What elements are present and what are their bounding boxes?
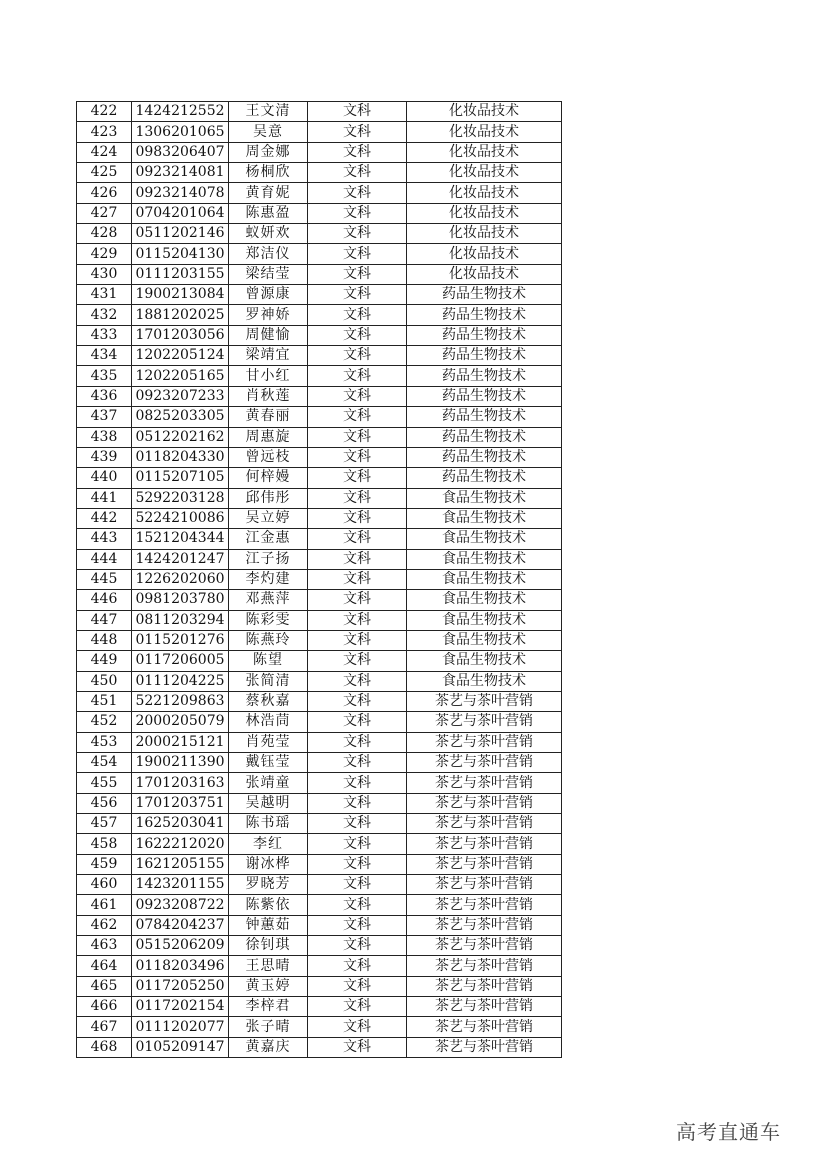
cell-major: 茶艺与茶叶营销: [407, 875, 562, 895]
cell-row-number: 462: [77, 915, 132, 935]
cell-row-number: 422: [77, 102, 132, 122]
cell-row-number: 430: [77, 264, 132, 284]
cell-major: 食品生物技术: [407, 590, 562, 610]
cell-major: 茶艺与茶叶营销: [407, 936, 562, 956]
cell-row-number: 438: [77, 427, 132, 447]
cell-subject-category: 文科: [308, 773, 407, 793]
table-row: [77, 854, 562, 874]
table-row: [77, 102, 562, 122]
cell-subject-category: 文科: [308, 549, 407, 569]
cell-subject-category: 文科: [308, 244, 407, 264]
cell-major: 茶艺与茶叶营销: [407, 976, 562, 996]
cell-row-number: 441: [77, 488, 132, 508]
cell-candidate-id: 0515206209: [132, 936, 229, 956]
cell-subject-category: 文科: [308, 142, 407, 162]
cell-major: 药品生物技术: [407, 285, 562, 305]
cell-major: 茶艺与茶叶营销: [407, 1017, 562, 1037]
table-row: [77, 305, 562, 325]
cell-candidate-id: 1202205165: [132, 366, 229, 386]
cell-candidate-id: 5221209863: [132, 691, 229, 711]
cell-candidate-id: 0825203305: [132, 407, 229, 427]
cell-candidate-id: 0811203294: [132, 610, 229, 630]
cell-candidate-id: 0923207233: [132, 386, 229, 406]
cell-row-number: 463: [77, 936, 132, 956]
cell-row-number: 440: [77, 468, 132, 488]
cell-student-name: 周健愉: [229, 325, 308, 345]
cell-subject-category: 文科: [308, 976, 407, 996]
cell-student-name: 陈书瑶: [229, 814, 308, 834]
cell-major: 化妆品技术: [407, 183, 562, 203]
cell-major: 药品生物技术: [407, 447, 562, 467]
cell-subject-category: 文科: [308, 529, 407, 549]
table-row: [77, 142, 562, 162]
table-row: [77, 427, 562, 447]
table-row: [77, 346, 562, 366]
cell-row-number: 434: [77, 346, 132, 366]
cell-subject-category: 文科: [308, 305, 407, 325]
cell-row-number: 465: [77, 976, 132, 996]
table-row: [77, 264, 562, 284]
cell-major: 茶艺与茶叶营销: [407, 753, 562, 773]
cell-candidate-id: 1900211390: [132, 753, 229, 773]
cell-student-name: 周惠旋: [229, 427, 308, 447]
cell-major: 茶艺与茶叶营销: [407, 1037, 562, 1057]
cell-subject-category: 文科: [308, 1017, 407, 1037]
table-row: [77, 671, 562, 691]
table-row: [77, 468, 562, 488]
table-row: [77, 529, 562, 549]
cell-candidate-id: 1424201247: [132, 549, 229, 569]
cell-student-name: 黄嘉庆: [229, 1037, 308, 1057]
watermark-text: 高考直通车: [676, 1120, 781, 1144]
cell-candidate-id: 0105209147: [132, 1037, 229, 1057]
table-row: [77, 569, 562, 589]
table-row: [77, 936, 562, 956]
cell-major: 药品生物技术: [407, 346, 562, 366]
cell-row-number: 464: [77, 956, 132, 976]
cell-subject-category: 文科: [308, 753, 407, 773]
cell-student-name: 陈燕玲: [229, 630, 308, 650]
cell-major: 化妆品技术: [407, 142, 562, 162]
cell-candidate-id: 0511202146: [132, 224, 229, 244]
cell-subject-category: 文科: [308, 285, 407, 305]
cell-major: 化妆品技术: [407, 224, 562, 244]
cell-subject-category: 文科: [308, 447, 407, 467]
cell-student-name: 谢冰桦: [229, 854, 308, 874]
cell-student-name: 陈望: [229, 651, 308, 671]
cell-major: 茶艺与茶叶营销: [407, 732, 562, 752]
cell-row-number: 425: [77, 163, 132, 183]
table-row: [77, 122, 562, 142]
admission-table: [76, 101, 562, 1058]
cell-subject-category: 文科: [308, 671, 407, 691]
table-row: [77, 386, 562, 406]
cell-student-name: 曾远枝: [229, 447, 308, 467]
cell-subject-category: 文科: [308, 630, 407, 650]
cell-major: 化妆品技术: [407, 244, 562, 264]
table-row: [77, 956, 562, 976]
cell-row-number: 435: [77, 366, 132, 386]
cell-candidate-id: 0111203155: [132, 264, 229, 284]
cell-row-number: 424: [77, 142, 132, 162]
cell-student-name: 蚁妍欢: [229, 224, 308, 244]
cell-candidate-id: 0923214081: [132, 163, 229, 183]
table-row: [77, 183, 562, 203]
cell-row-number: 467: [77, 1017, 132, 1037]
cell-subject-category: 文科: [308, 651, 407, 671]
table-row: [77, 488, 562, 508]
cell-student-name: 王思晴: [229, 956, 308, 976]
table-row: [77, 732, 562, 752]
cell-candidate-id: 0118203496: [132, 956, 229, 976]
cell-candidate-id: 0115207105: [132, 468, 229, 488]
cell-candidate-id: 1701203163: [132, 773, 229, 793]
cell-row-number: 456: [77, 793, 132, 813]
cell-major: 茶艺与茶叶营销: [407, 997, 562, 1017]
cell-subject-category: 文科: [308, 834, 407, 854]
cell-student-name: 曾源康: [229, 285, 308, 305]
cell-subject-category: 文科: [308, 875, 407, 895]
cell-row-number: 431: [77, 285, 132, 305]
cell-row-number: 460: [77, 875, 132, 895]
cell-student-name: 蔡秋嘉: [229, 691, 308, 711]
cell-candidate-id: 0117206005: [132, 651, 229, 671]
cell-row-number: 455: [77, 773, 132, 793]
cell-student-name: 林浩茼: [229, 712, 308, 732]
table-row: [77, 549, 562, 569]
cell-student-name: 李梓君: [229, 997, 308, 1017]
cell-major: 食品生物技术: [407, 569, 562, 589]
table-row: [77, 976, 562, 996]
cell-student-name: 罗晓芳: [229, 875, 308, 895]
cell-major: 茶艺与茶叶营销: [407, 691, 562, 711]
cell-student-name: 吴越明: [229, 793, 308, 813]
cell-subject-category: 文科: [308, 325, 407, 345]
cell-subject-category: 文科: [308, 915, 407, 935]
cell-major: 茶艺与茶叶营销: [407, 834, 562, 854]
cell-row-number: 426: [77, 183, 132, 203]
cell-candidate-id: 0923214078: [132, 183, 229, 203]
table-row: [77, 875, 562, 895]
cell-student-name: 黄育妮: [229, 183, 308, 203]
cell-candidate-id: 1621205155: [132, 854, 229, 874]
table-row: [77, 203, 562, 223]
cell-candidate-id: 1423201155: [132, 875, 229, 895]
cell-row-number: 447: [77, 610, 132, 630]
cell-student-name: 黄春丽: [229, 407, 308, 427]
table-row: [77, 895, 562, 915]
cell-subject-category: 文科: [308, 183, 407, 203]
cell-student-name: 肖苑莹: [229, 732, 308, 752]
cell-major: 食品生物技术: [407, 671, 562, 691]
cell-candidate-id: 1881202025: [132, 305, 229, 325]
cell-major: 化妆品技术: [407, 122, 562, 142]
cell-student-name: 陈彩雯: [229, 610, 308, 630]
cell-candidate-id: 1424212552: [132, 102, 229, 122]
cell-major: 茶艺与茶叶营销: [407, 915, 562, 935]
table-row: [77, 447, 562, 467]
cell-candidate-id: 1521204344: [132, 529, 229, 549]
table-row: [77, 997, 562, 1017]
cell-subject-category: 文科: [308, 224, 407, 244]
cell-major: 药品生物技术: [407, 366, 562, 386]
cell-major: 化妆品技术: [407, 163, 562, 183]
cell-student-name: 周金娜: [229, 142, 308, 162]
cell-row-number: 432: [77, 305, 132, 325]
cell-major: 食品生物技术: [407, 630, 562, 650]
cell-major: 茶艺与茶叶营销: [407, 895, 562, 915]
table-row: [77, 793, 562, 813]
cell-student-name: 徐钊琪: [229, 936, 308, 956]
table-row: [77, 610, 562, 630]
table-row: [77, 834, 562, 854]
table-row: [77, 712, 562, 732]
cell-student-name: 梁结莹: [229, 264, 308, 284]
cell-subject-category: 文科: [308, 590, 407, 610]
cell-subject-category: 文科: [308, 936, 407, 956]
cell-subject-category: 文科: [308, 427, 407, 447]
cell-major: 食品生物技术: [407, 549, 562, 569]
cell-row-number: 453: [77, 732, 132, 752]
cell-subject-category: 文科: [308, 610, 407, 630]
cell-subject-category: 文科: [308, 366, 407, 386]
cell-major: 茶艺与茶叶营销: [407, 773, 562, 793]
cell-row-number: 439: [77, 447, 132, 467]
cell-candidate-id: 0117205250: [132, 976, 229, 996]
cell-subject-category: 文科: [308, 854, 407, 874]
cell-student-name: 江金惠: [229, 529, 308, 549]
table-row: [77, 407, 562, 427]
cell-candidate-id: 1701203751: [132, 793, 229, 813]
cell-student-name: 邱伟彤: [229, 488, 308, 508]
cell-candidate-id: 0115201276: [132, 630, 229, 650]
cell-subject-category: 文科: [308, 895, 407, 915]
cell-subject-category: 文科: [308, 122, 407, 142]
cell-row-number: 433: [77, 325, 132, 345]
table-row: [77, 325, 562, 345]
table-row: [77, 691, 562, 711]
cell-major: 茶艺与茶叶营销: [407, 793, 562, 813]
cell-subject-category: 文科: [308, 488, 407, 508]
cell-major: 药品生物技术: [407, 386, 562, 406]
cell-student-name: 戴钰莹: [229, 753, 308, 773]
cell-candidate-id: 1622212020: [132, 834, 229, 854]
cell-major: 茶艺与茶叶营销: [407, 814, 562, 834]
cell-major: 食品生物技术: [407, 508, 562, 528]
cell-major: 食品生物技术: [407, 488, 562, 508]
cell-subject-category: 文科: [308, 346, 407, 366]
table-row: [77, 630, 562, 650]
cell-major: 茶艺与茶叶营销: [407, 854, 562, 874]
cell-major: 食品生物技术: [407, 610, 562, 630]
table-row: [77, 1017, 562, 1037]
cell-candidate-id: 0983206407: [132, 142, 229, 162]
cell-candidate-id: 1226202060: [132, 569, 229, 589]
cell-student-name: 张子晴: [229, 1017, 308, 1037]
cell-row-number: 427: [77, 203, 132, 223]
cell-candidate-id: 0111204225: [132, 671, 229, 691]
cell-student-name: 杨桐欣: [229, 163, 308, 183]
cell-row-number: 454: [77, 753, 132, 773]
cell-candidate-id: 5224210086: [132, 508, 229, 528]
cell-student-name: 梁靖宜: [229, 346, 308, 366]
cell-subject-category: 文科: [308, 203, 407, 223]
cell-major: 化妆品技术: [407, 264, 562, 284]
table-row: [77, 285, 562, 305]
cell-student-name: 郑洁仪: [229, 244, 308, 264]
table-row: [77, 814, 562, 834]
cell-row-number: 442: [77, 508, 132, 528]
cell-subject-category: 文科: [308, 997, 407, 1017]
cell-subject-category: 文科: [308, 102, 407, 122]
cell-student-name: 何梓嫚: [229, 468, 308, 488]
cell-row-number: 445: [77, 569, 132, 589]
cell-student-name: 吴立婷: [229, 508, 308, 528]
cell-row-number: 429: [77, 244, 132, 264]
cell-student-name: 吴意: [229, 122, 308, 142]
cell-candidate-id: 0512202162: [132, 427, 229, 447]
cell-row-number: 428: [77, 224, 132, 244]
cell-row-number: 461: [77, 895, 132, 915]
cell-subject-category: 文科: [308, 468, 407, 488]
table-row: [77, 915, 562, 935]
cell-student-name: 李灼建: [229, 569, 308, 589]
cell-candidate-id: 0115204130: [132, 244, 229, 264]
cell-row-number: 457: [77, 814, 132, 834]
cell-subject-category: 文科: [308, 569, 407, 589]
cell-candidate-id: 0704201064: [132, 203, 229, 223]
cell-candidate-id: 1701203056: [132, 325, 229, 345]
cell-row-number: 436: [77, 386, 132, 406]
cell-row-number: 458: [77, 834, 132, 854]
cell-row-number: 443: [77, 529, 132, 549]
cell-major: 药品生物技术: [407, 468, 562, 488]
cell-candidate-id: 1625203041: [132, 814, 229, 834]
cell-subject-category: 文科: [308, 814, 407, 834]
cell-row-number: 452: [77, 712, 132, 732]
cell-student-name: 张简清: [229, 671, 308, 691]
cell-subject-category: 文科: [308, 407, 407, 427]
cell-candidate-id: 0784204237: [132, 915, 229, 935]
cell-subject-category: 文科: [308, 163, 407, 183]
cell-major: 食品生物技术: [407, 529, 562, 549]
table-row: [77, 508, 562, 528]
cell-row-number: 466: [77, 997, 132, 1017]
cell-major: 药品生物技术: [407, 325, 562, 345]
cell-student-name: 罗神娇: [229, 305, 308, 325]
cell-major: 茶艺与茶叶营销: [407, 712, 562, 732]
cell-subject-category: 文科: [308, 793, 407, 813]
cell-major: 药品生物技术: [407, 407, 562, 427]
cell-row-number: 451: [77, 691, 132, 711]
cell-student-name: 陈惠盈: [229, 203, 308, 223]
cell-candidate-id: 0981203780: [132, 590, 229, 610]
cell-candidate-id: 0923208722: [132, 895, 229, 915]
cell-candidate-id: 1900213084: [132, 285, 229, 305]
cell-major: 药品生物技术: [407, 305, 562, 325]
cell-row-number: 444: [77, 549, 132, 569]
cell-row-number: 446: [77, 590, 132, 610]
cell-subject-category: 文科: [308, 508, 407, 528]
cell-row-number: 437: [77, 407, 132, 427]
cell-major: 化妆品技术: [407, 203, 562, 223]
cell-row-number: 450: [77, 671, 132, 691]
cell-row-number: 449: [77, 651, 132, 671]
cell-major: 药品生物技术: [407, 427, 562, 447]
cell-major: 茶艺与茶叶营销: [407, 956, 562, 976]
cell-row-number: 448: [77, 630, 132, 650]
cell-candidate-id: 5292203128: [132, 488, 229, 508]
cell-student-name: 李红: [229, 834, 308, 854]
table-row: [77, 773, 562, 793]
table-row: [77, 244, 562, 264]
cell-row-number: 459: [77, 854, 132, 874]
cell-candidate-id: 2000215121: [132, 732, 229, 752]
cell-major: 食品生物技术: [407, 651, 562, 671]
cell-candidate-id: 1202205124: [132, 346, 229, 366]
cell-subject-category: 文科: [308, 264, 407, 284]
cell-student-name: 江子扬: [229, 549, 308, 569]
table-row: [77, 366, 562, 386]
cell-subject-category: 文科: [308, 732, 407, 752]
cell-subject-category: 文科: [308, 956, 407, 976]
table-row: [77, 1037, 562, 1057]
cell-candidate-id: 0117202154: [132, 997, 229, 1017]
cell-candidate-id: 0118204330: [132, 447, 229, 467]
cell-subject-category: 文科: [308, 691, 407, 711]
table-row: [77, 163, 562, 183]
table-row: [77, 224, 562, 244]
table-row: [77, 651, 562, 671]
cell-student-name: 甘小红: [229, 366, 308, 386]
cell-subject-category: 文科: [308, 386, 407, 406]
cell-student-name: 王文清: [229, 102, 308, 122]
cell-candidate-id: 0111202077: [132, 1017, 229, 1037]
cell-student-name: 钟蕙茹: [229, 915, 308, 935]
cell-student-name: 邓燕萍: [229, 590, 308, 610]
cell-student-name: 陈紫依: [229, 895, 308, 915]
cell-student-name: 张靖童: [229, 773, 308, 793]
cell-row-number: 468: [77, 1037, 132, 1057]
cell-row-number: 423: [77, 122, 132, 142]
admission-table-body: [77, 102, 562, 1058]
cell-subject-category: 文科: [308, 1037, 407, 1057]
cell-subject-category: 文科: [308, 712, 407, 732]
cell-major: 化妆品技术: [407, 102, 562, 122]
cell-candidate-id: 2000205079: [132, 712, 229, 732]
cell-student-name: 黄玉婷: [229, 976, 308, 996]
cell-student-name: 肖秋莲: [229, 386, 308, 406]
table-row: [77, 590, 562, 610]
cell-candidate-id: 1306201065: [132, 122, 229, 142]
table-row: [77, 753, 562, 773]
